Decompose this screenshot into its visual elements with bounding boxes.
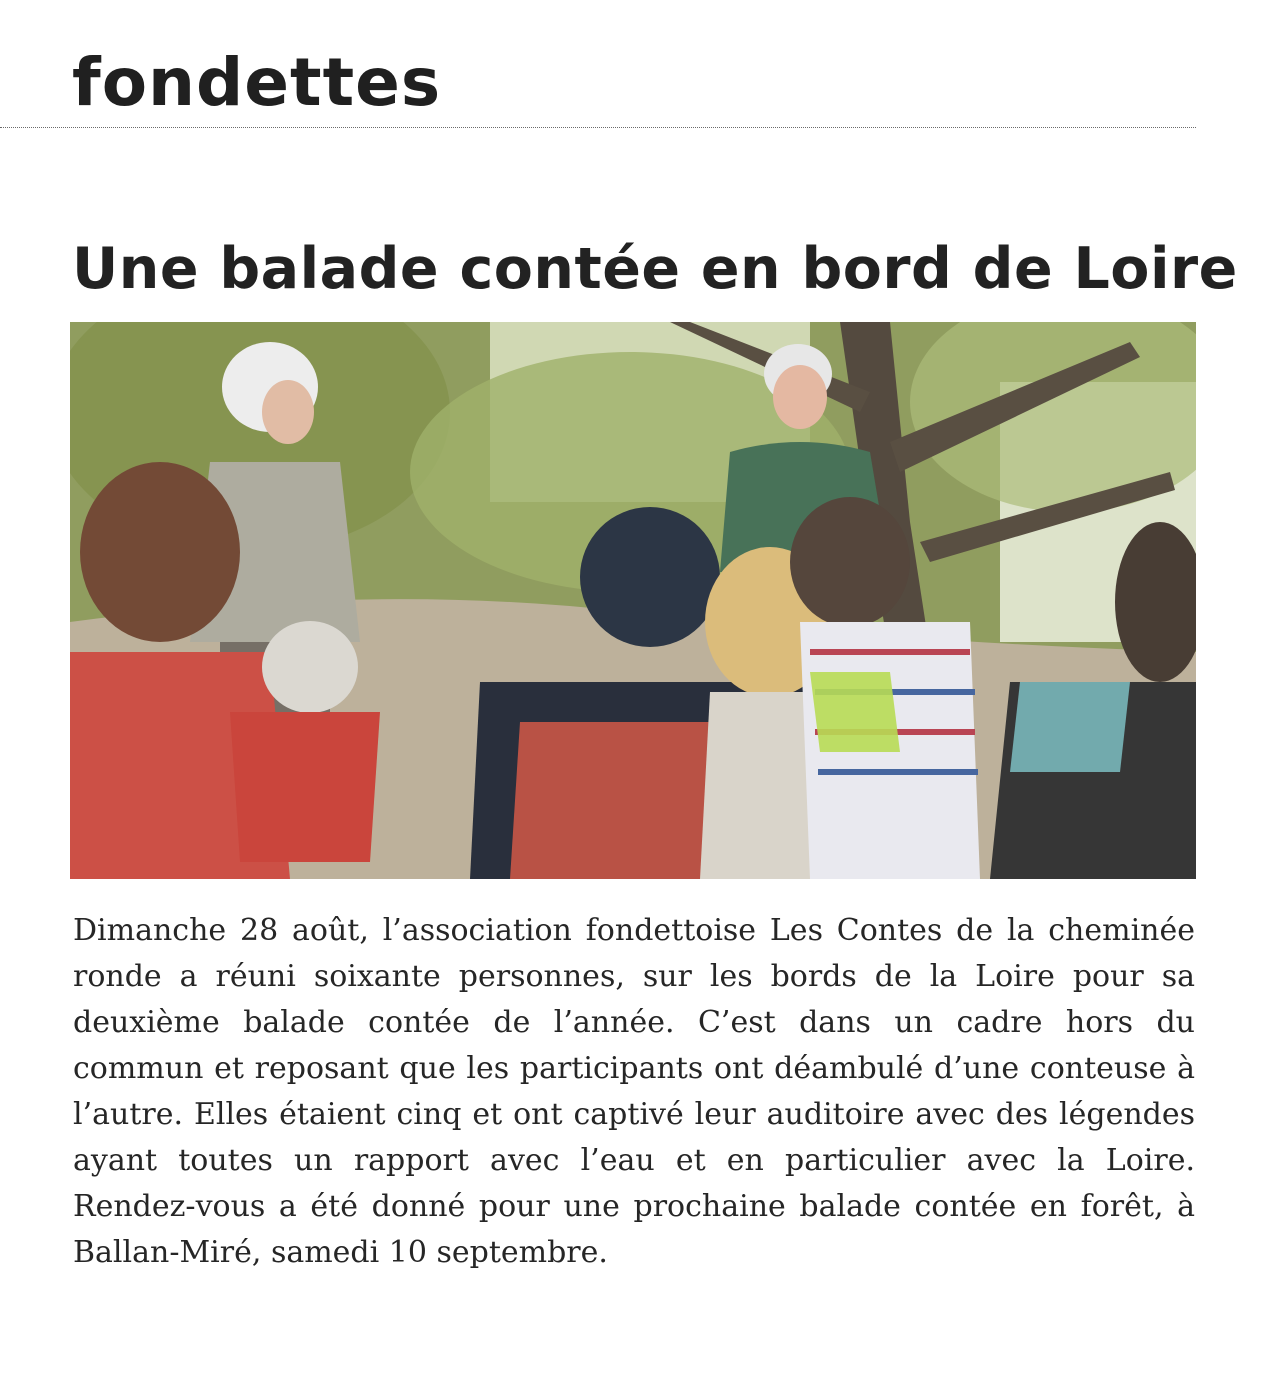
section-divider xyxy=(0,127,1196,128)
article-photo xyxy=(70,322,1196,879)
article-body: Dimanche 28 août, l’association fondettoise Les Contes de la cheminée ronde a réuni soixante personnes, sur les bords de la Loire pour sa deuxième balade contée de l’année. C’est dans un cadre hors du commun et reposant que les participants ont déambulé d’une conteuse à l’autre. Elles étaient cinq et ont captivé leur auditoire avec des légendes ayant toutes un rapport avec l’eau et en particulier avec la Loire. Rendez-vous a été donné pour une prochaine balade contée en forêt, à Ballan-Miré, samedi 10 septembre. xyxy=(73,913,1195,1270)
section-name: fondettes xyxy=(72,44,442,121)
sunlight-overlay xyxy=(70,322,1196,879)
article-headline: Une balade contée en bord de Loire xyxy=(72,236,1238,303)
